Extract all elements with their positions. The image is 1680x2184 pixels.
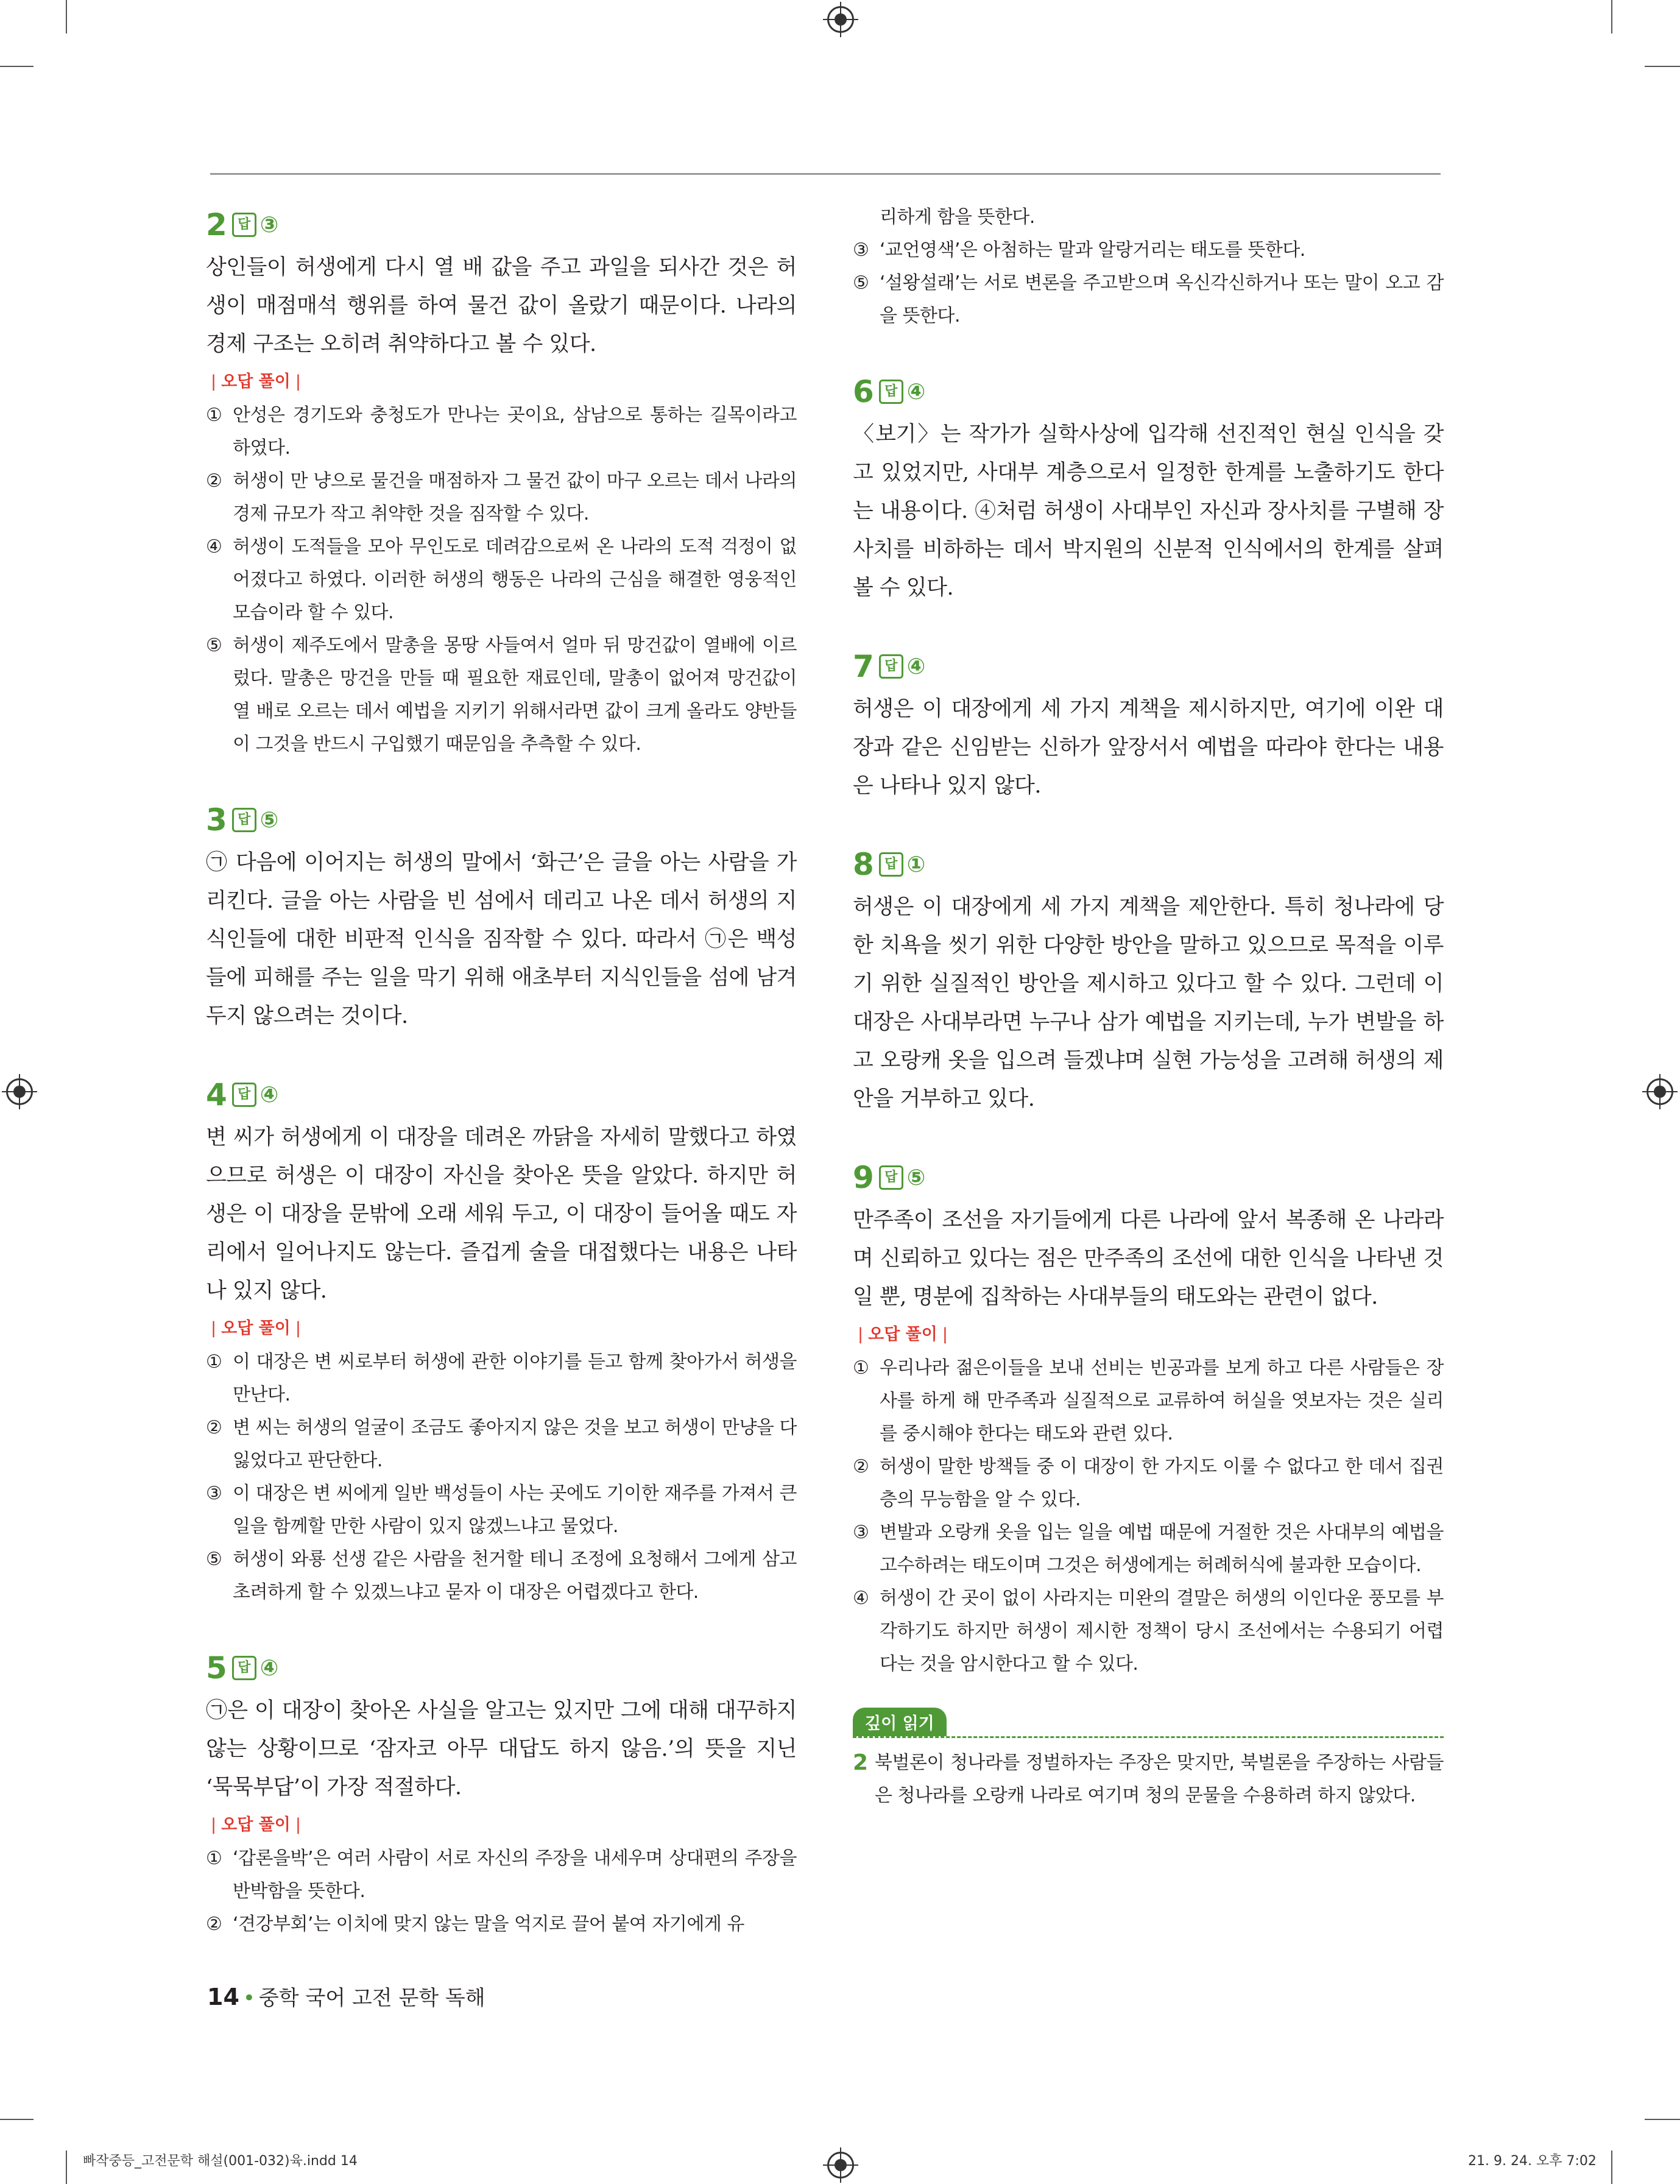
- question-number: 6: [853, 374, 874, 409]
- registration-mark-icon: [827, 6, 854, 33]
- explanation: 상인들이 허생에게 다시 열 배 값을 주고 과일을 되사간 것은 허생이 매점매석 행위를 하여 물건 값이 올랐기 때문이다. 나라의 경제 구조는 오히려 취약하다고 볼 수 있다.: [206, 255, 797, 356]
- crop-mark: [1611, 2150, 1612, 2184]
- question-number: 5: [206, 1650, 227, 1686]
- page-footer: [207, 1981, 485, 2011]
- page-number: 14: [207, 1984, 239, 2010]
- registration-mark-icon: [827, 2152, 854, 2179]
- question-header: [206, 201, 797, 249]
- list-item: ③ 이 대장은 변 씨에게 일반 백성들이 사는 곳에도 기이한 재주를 가져서 큰일을 함께할 만한 사람이 있지 않겠느냐고 물었다.: [206, 1483, 797, 1537]
- answer-mark: ④: [259, 1655, 279, 1681]
- slug-filename: 빠작중등_고전문학 해설(001-032)육.indd 14: [83, 2154, 358, 2169]
- deep-reading-number: 2: [853, 1750, 868, 1775]
- list-item: ⑤ ‘설왕설래’는 서로 변론을 주고받으며 옥신각신하거나 또는 말이 오고 감을 뜻한다.: [853, 272, 1444, 327]
- answer-mark: ④: [906, 379, 926, 405]
- answer-tag: 답: [879, 852, 903, 877]
- answer-mark: ⑤: [906, 1165, 926, 1190]
- explanation: 만주족이 조선을 자기들에게 다른 나라에 앞서 복종해 온 나라라며 신뢰하고 있다는 점은 만주족의 조선에 대한 인식을 나타낸 것일 뿐, 명분에 집착하는 사대부들의 태도와는 관련이 없다.: [853, 1208, 1444, 1309]
- question-number: 9: [853, 1160, 874, 1195]
- crop-mark: [1645, 2119, 1680, 2120]
- question-4: [206, 1071, 797, 1609]
- deep-reading-text: 북벌론이 청나라를 정벌하자는 주장은 맞지만, 북벌론을 주장하는 사람들은 청나라를 오랑캐 나라로 여기며 청의 문물을 수용하려 하지 않았다.: [875, 1752, 1444, 1806]
- list-item: ⑤ 허생이 와룡 선생 같은 사람을 천거할 테니 조정에 요청해서 그에게 삼고초려하게 할 수 있겠느냐고 묻자 이 대장은 어렵겠다고 한다.: [206, 1549, 797, 1603]
- explanation: ㉠은 이 대장이 찾아온 사실을 알고는 있지만 그에 대해 대꾸하지 않는 상황이므로 ‘잠자코 아무 대답도 하지 않음.’의 뜻을 지닌 ‘묵묵부답’이 가장 적절하다.: [206, 1698, 797, 1800]
- question-header: [853, 1154, 1444, 1201]
- crop-mark: [0, 2119, 34, 2120]
- top-rule: [210, 173, 1441, 175]
- list-item: ① ‘갑론을박’은 여러 사람이 서로 자신의 주장을 내세우며 상대편의 주장을 반박함을 뜻한다.: [206, 1848, 797, 1902]
- list-item: ① 우리나라 젊은이들을 보내 선비는 빈공과를 보게 하고 다른 사람들은 장사를 하게 해 만주족과 실질적으로 교류하여 허실을 엿보자는 것은 실리를 중시해야 한다는 태도와 관련 있다.: [853, 1357, 1444, 1444]
- question-header: [853, 368, 1444, 415]
- question-2: [206, 201, 797, 761]
- wrong-answer-list: [206, 1346, 797, 1609]
- crop-mark: [1611, 0, 1612, 34]
- question-header: [853, 643, 1444, 690]
- list-item: ① 안성은 경기도와 충청도가 만나는 곳이요, 삼남으로 통하는 길목이라고 하였다.: [206, 405, 797, 459]
- list-item: ② ‘견강부회’는 이치에 맞지 않는 말을 억지로 끌어 붙여 자기에게 유: [206, 1914, 744, 1935]
- answer-mark: ①: [906, 852, 926, 877]
- question-9: [853, 1154, 1444, 1681]
- list-item: ③ 변발과 오랑캐 옷을 입는 일을 예법 때문에 거절한 것은 사대부의 예법을 고수하려는 태도이며 그것은 허생에게는 허례허식에 불과한 모습이다.: [853, 1522, 1444, 1576]
- book-title: 중학 국어 고전 문학 독해: [258, 1986, 485, 2010]
- registration-mark-icon: [6, 1078, 33, 1105]
- question-number: 7: [853, 649, 874, 684]
- question-header: [853, 841, 1444, 888]
- left-column: [206, 201, 797, 1941]
- wrong-answer-label: | 오답 풀이 |: [858, 1325, 948, 1344]
- answer-tag: 답: [232, 213, 256, 237]
- crop-mark: [1645, 66, 1680, 67]
- slug-date: 21. 9. 24. 오후 7:02: [1468, 2154, 1597, 2169]
- question-number: 2: [206, 207, 227, 242]
- list-item: ② 변 씨는 허생의 얼굴이 조금도 좋아지지 않은 것을 보고 허생이 만냥을 다 잃었다고 판단한다.: [206, 1417, 797, 1471]
- list-item-continuation: 리하게 함을 뜻한다.: [880, 207, 1035, 228]
- crop-mark: [0, 66, 34, 67]
- explanation: 허생은 이 대장에게 세 가지 계책을 제안한다. 특히 청나라에 당한 치욕을 씻기 위한 다양한 방안을 말하고 있으므로 목적을 이루기 위한 실질적인 방안을 제시하고 있다고 할 수 있다. 그런데 이 대장은 사대부라면 누구나 삼가 예법을 지키는데, 누가 변발을 하고 오랑캐 옷을 입으려 들겠냐며 실현 가능성을 고려해 허생의 제안을 거부하고 있다.: [853, 895, 1444, 1111]
- wrong-answer-list: [206, 399, 797, 761]
- deep-reading-item: [853, 1747, 1444, 1812]
- list-item: ④ 허생이 도적들을 모아 무인도로 데려감으로써 온 나라의 도적 걱정이 없어졌다고 하였다. 이러한 허생의 행동은 나라의 근심을 해결한 영웅적인 모습이라 할 수 있다.: [206, 536, 797, 623]
- crop-mark: [66, 0, 67, 34]
- answer-tag: 답: [879, 380, 903, 404]
- answer-tag: 답: [232, 1656, 256, 1680]
- answer-tag: 답: [232, 808, 256, 832]
- explanation: ㉠ 다음에 이어지는 허생의 말에서 ‘화근’은 글을 아는 사람을 가리킨다. 글을 아는 사람을 빈 섬에서 데리고 나온 데서 허생의 지식인들에 대한 비판적 인식을 짐작할 수 있다. 따라서 ㉠은 백성들에 피해를 주는 일을 막기 위해 애초부터 지식인들을 섬에 남겨 두지 않으려는 것이다.: [206, 850, 797, 1028]
- question-3: [206, 796, 797, 1036]
- list-item: ② 허생이 말한 방책들 중 이 대장이 한 가지도 이룰 수 없다고 한 데서 집권층의 무능함을 알 수 있다.: [853, 1456, 1444, 1510]
- deep-reading-label: 깊이 읽기: [853, 1708, 947, 1736]
- answer-tag: 답: [879, 1165, 903, 1190]
- wrong-answer-list: [206, 1842, 797, 1941]
- wrong-answer-label: | 오답 풀이 |: [211, 1815, 301, 1834]
- answer-mark: ③: [259, 212, 279, 238]
- question-number: 8: [853, 847, 874, 882]
- answer-mark: ④: [906, 654, 926, 679]
- question-header: [206, 796, 797, 844]
- bullet-icon: •: [242, 1986, 255, 2010]
- wrong-answer-list: [853, 234, 1444, 333]
- list-item: ② 허생이 만 냥으로 물건을 매점하자 그 물건 값이 마구 오르는 데서 나라의 경제 규모가 작고 취약한 것을 짐작할 수 있다.: [206, 470, 797, 525]
- right-column: [853, 201, 1444, 1812]
- dashed-divider: [853, 1736, 1444, 1738]
- crop-mark: [66, 2150, 67, 2184]
- answer-tag: 답: [232, 1083, 256, 1107]
- registration-mark-icon: [1646, 1078, 1673, 1105]
- explanation: 〈보기〉는 작가가 실학사상에 입각해 선진적인 현실 인식을 갖고 있었지만, 사대부 계층으로서 일정한 한계를 노출하기도 한다는 내용이다. ④처럼 허생이 사대부인 자신과 장사치를 구별해 장사치를 비하하는 데서 박지원의 신분적 인식에서의 한계를 살펴볼 수 있다.: [853, 422, 1444, 600]
- explanation: 변 씨가 허생에게 이 대장을 데려온 까닭을 자세히 말했다고 하였으므로 허생은 이 대장이 자신을 찾아온 뜻을 알았다. 하지만 허생은 이 대장을 문밖에 오래 세워 두고, 이 대장이 들어올 때도 자리에서 일어나지도 않는다. 즐겁게 술을 대접했다는 내용은 나타나 있지 않다.: [206, 1125, 797, 1303]
- question-6: [853, 368, 1444, 607]
- question-number: 3: [206, 802, 227, 838]
- answer-mark: ⑤: [259, 807, 279, 833]
- list-item: ⑤ 허생이 제주도에서 말총을 몽땅 사들여서 얼마 뒤 망건값이 열배에 이르렀다. 말총은 망건을 만들 때 필요한 재료인데, 말총이 없어져 망건값이 열 배로 오르는 데서 예법을 지키기 위해서라면 값이 크게 올라도 양반들이 그것을 반드시 구입했기 때문임을 추측할 수 있다.: [206, 635, 797, 755]
- question-header: [206, 1071, 797, 1119]
- answer-mark: ④: [259, 1082, 279, 1108]
- list-item: ① 이 대장은 변 씨로부터 허생에 관한 이야기를 듣고 함께 찾아가서 허생을 만난다.: [206, 1351, 797, 1405]
- list-item: ④ 허생이 간 곳이 없이 사라지는 미완의 결말은 허생의 이인다운 풍모를 부각하기도 하지만 허생이 제시한 정책이 당시 조선에서는 수용되기 어렵다는 것을 암시한다고 할 수 있다.: [853, 1588, 1444, 1675]
- explanation: 허생은 이 대장에게 세 가지 계책을 제시하지만, 여기에 이완 대장과 같은 신임받는 신하가 앞장서서 예법을 따라야 한다는 내용은 나타나 있지 않다.: [853, 697, 1444, 798]
- wrong-answer-label: | 오답 풀이 |: [211, 1319, 301, 1338]
- question-header: [206, 1644, 797, 1692]
- wrong-answer-label: | 오답 풀이 |: [211, 372, 301, 391]
- question-5: [206, 1644, 797, 1941]
- question-7: [853, 643, 1444, 805]
- answer-tag: 답: [879, 654, 903, 679]
- question-number: 4: [206, 1077, 227, 1112]
- deep-reading-box: [853, 1708, 1444, 1812]
- list-item: ③ ‘교언영색’은 아첨하는 말과 알랑거리는 태도를 뜻한다.: [853, 239, 1305, 261]
- question-5-continued: [853, 201, 1444, 333]
- question-8: [853, 841, 1444, 1119]
- wrong-answer-list: [853, 1352, 1444, 1681]
